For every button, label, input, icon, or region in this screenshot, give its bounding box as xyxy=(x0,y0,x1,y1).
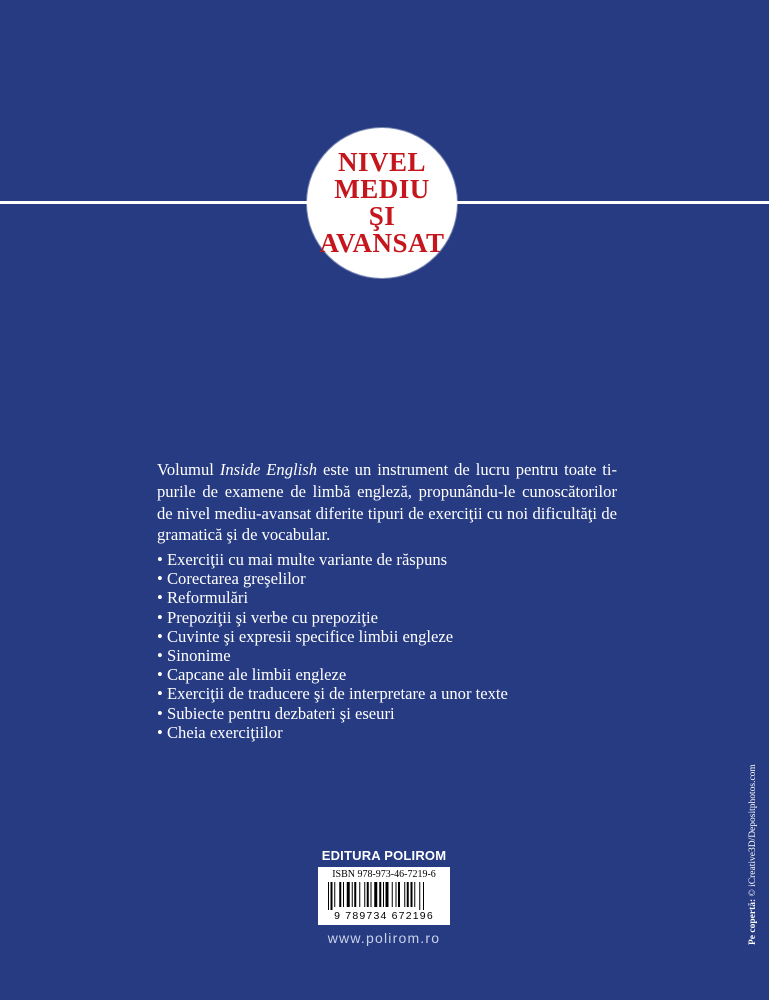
feature-item: • Cheia exerciţiilor xyxy=(157,723,617,742)
intro-paragraph xyxy=(157,459,617,546)
barcode-bar xyxy=(398,882,400,907)
barcode-bar xyxy=(414,882,415,907)
badge-line-1: NIVEL xyxy=(337,147,427,177)
barcode-bar xyxy=(407,882,409,907)
intro-body: este un instrument de lucru pentru toate ti-purile de examene de limbă engleză, propunându-le cunoscătorilor de nivel mediu-avansat diferite tipuri de exerciţii cu noi dificultăţi de gramatică şi de vocabular. xyxy=(157,460,618,545)
feature-item: • Prepoziţii şi verbe cu prepoziţie xyxy=(157,608,617,627)
badge-line-2: MEDIU xyxy=(334,174,430,204)
barcode-bar xyxy=(411,882,413,907)
barcode-bar xyxy=(371,882,372,907)
barcode-bar xyxy=(347,882,350,907)
feature-item: • Exerciţii cu mai multe variante de răspuns xyxy=(157,550,617,569)
barcode-bar xyxy=(331,882,333,910)
barcode-bar xyxy=(354,882,356,907)
barcode-bar xyxy=(328,882,329,910)
badge-line-3: ŞI xyxy=(368,201,396,231)
feature-item: • Reformulări xyxy=(157,588,617,607)
isbn-text: ISBN 978-973-46-7219-6 xyxy=(332,869,436,880)
badge-line-4: AVANSAT xyxy=(319,228,445,258)
barcode-bar xyxy=(392,882,393,907)
book-title: Inside English xyxy=(219,460,318,479)
feature-item: • Cuvinte şi expresii specifice limbii engleze xyxy=(157,627,617,646)
feature-item: • Exerciţii de traducere şi de interpretare a unor texte xyxy=(157,684,617,703)
credit-label: Pe copertă: xyxy=(748,898,758,945)
publisher-website: www.polirom.ro xyxy=(327,930,441,946)
barcode-bar xyxy=(419,882,420,910)
barcode-bar xyxy=(423,882,424,910)
feature-item: • Capcane ale limbii engleze xyxy=(157,665,617,684)
barcode-bar xyxy=(352,882,353,907)
barcode-bar xyxy=(386,882,389,907)
publisher-name: EDITURA POLIROM xyxy=(321,848,447,863)
barcode-bar xyxy=(359,882,360,907)
barcode-icon xyxy=(328,882,440,910)
level-badge xyxy=(307,128,457,278)
barcode-bar xyxy=(383,882,384,907)
isbn-barcode xyxy=(318,867,450,925)
barcode-bar xyxy=(379,882,381,907)
barcode-bar xyxy=(367,882,369,907)
feature-item: • Subiecte pentru dezbateri şi eseuri xyxy=(157,704,617,723)
intro-prefix: Volumul xyxy=(157,460,220,479)
credit-text: © iCreative3D/Depositphotos.com xyxy=(748,764,758,899)
cover-credit xyxy=(748,764,758,945)
barcode-bar xyxy=(343,882,344,907)
barcode-bar xyxy=(374,882,377,907)
barcode-bar xyxy=(396,882,397,907)
feature-item: • Corectarea greşelilor xyxy=(157,569,617,588)
barcode-digits: 9 789734 672196 xyxy=(334,910,434,922)
barcode-bar xyxy=(364,882,365,907)
barcode-bar xyxy=(404,882,405,907)
barcode-bar xyxy=(334,882,335,907)
feature-list xyxy=(157,550,617,742)
feature-item: • Sinonime xyxy=(157,646,617,665)
barcode-bar xyxy=(339,882,341,907)
